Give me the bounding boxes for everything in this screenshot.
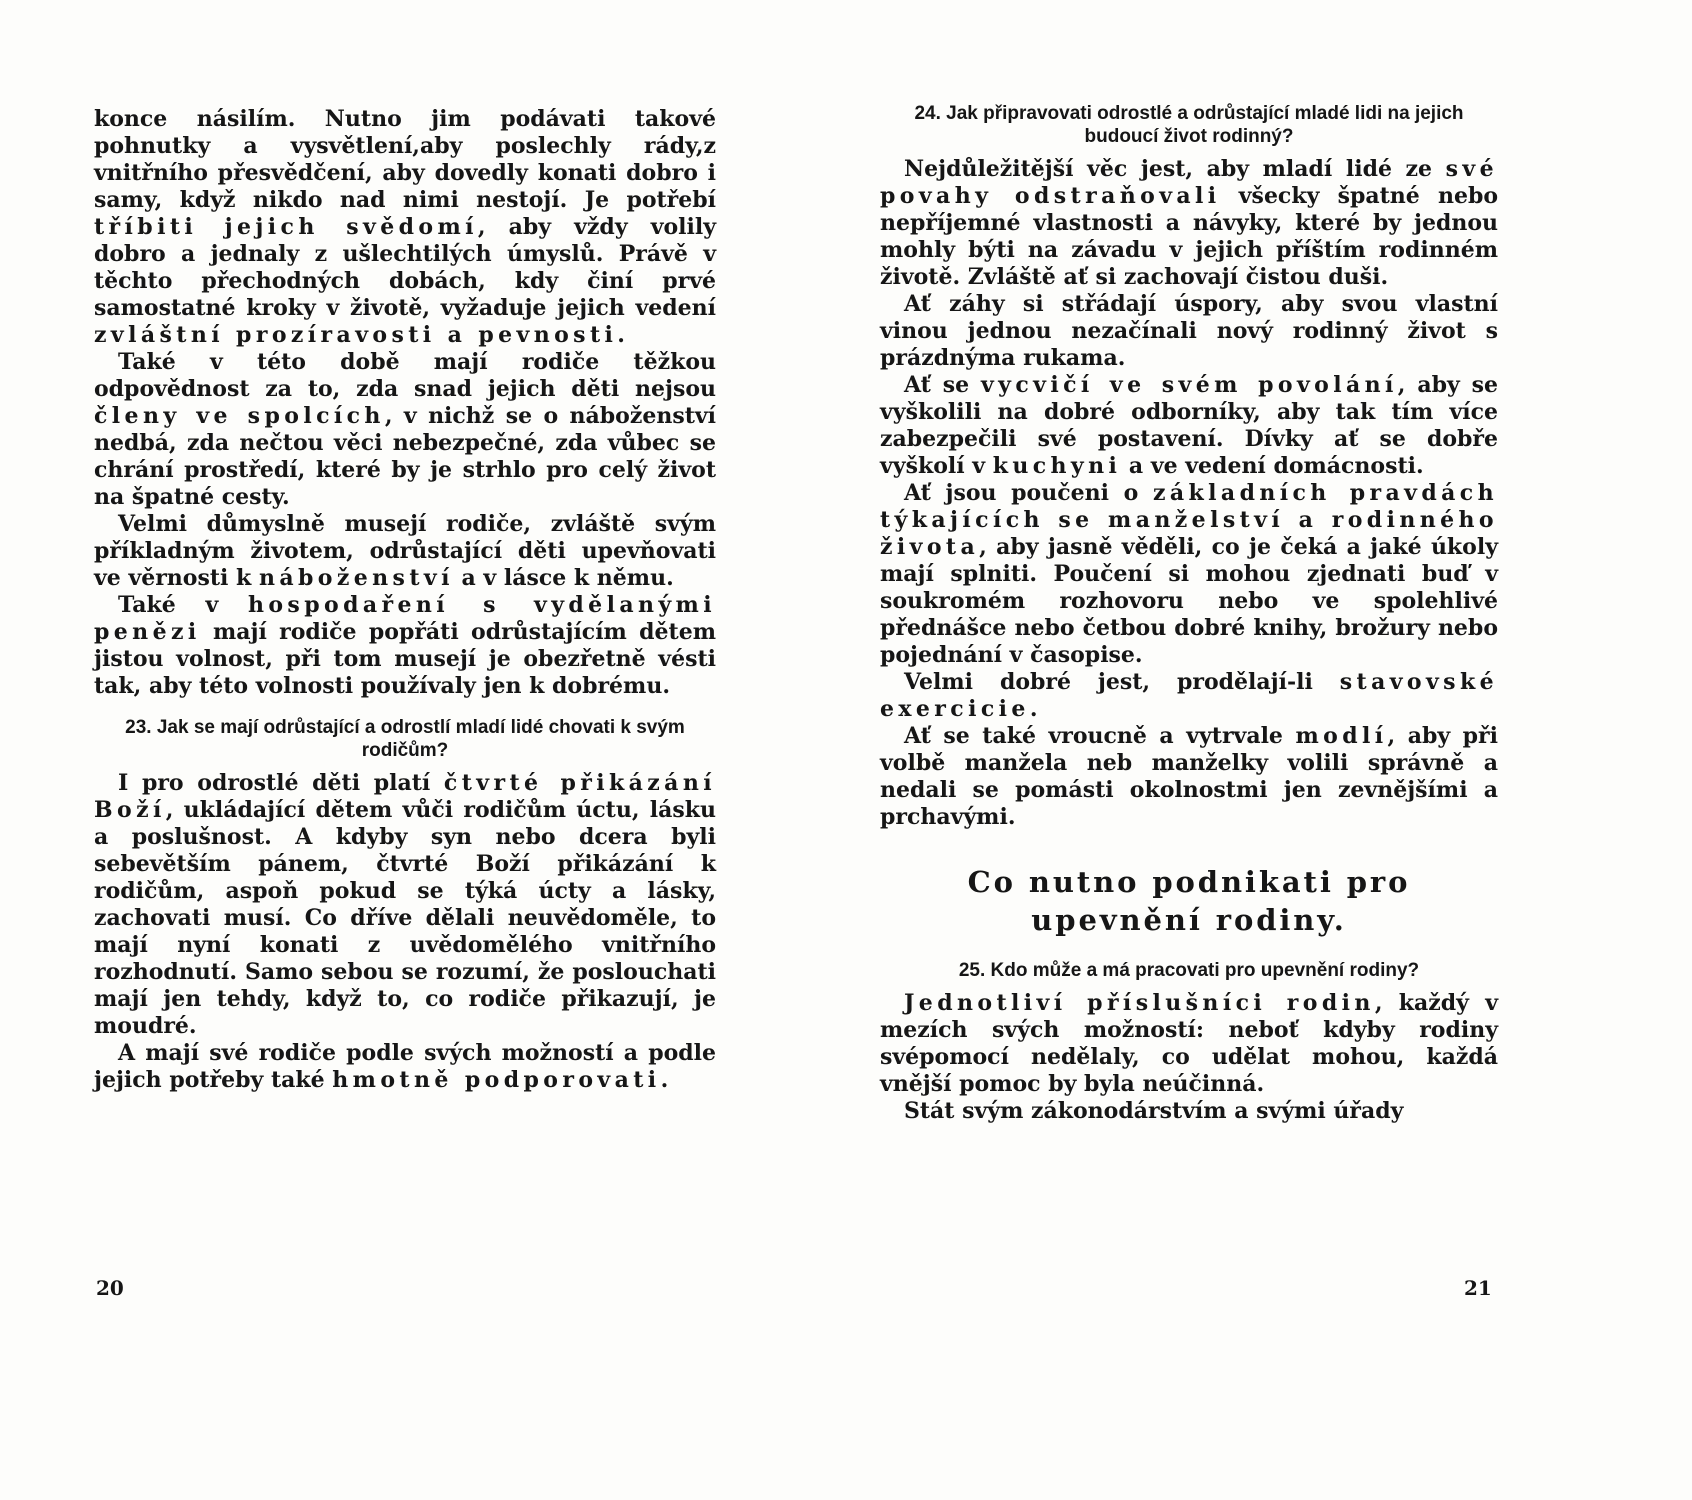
letterspaced-emphasis: hmotně podporovati — [332, 1067, 661, 1093]
letterspaced-emphasis: vycvičí ve svém povolání — [980, 372, 1398, 398]
text-run: mají rodiče popřáti odrůstajícím dětem jistou volnost, při tom musejí je obezřetně vésti tak, aby této volnosti používaly jen k dobrému. — [94, 619, 716, 699]
text-run: , aby jasně věděli, co je čeká a jaké úkoly mají splniti. Poučení si mohou zjednati buď v soukromém rozhovoru nebo ve spolehlivé přednášce nebo četbou dobré knihy, brožury nebo pojednání v časopise. — [880, 534, 1498, 668]
text-run: 25. Kdo může a má pracovati pro upevnění rodiny? — [958, 960, 1420, 981]
text-run: A mají své rodiče podle svých možností a podle jejich potřeby také — [94, 1040, 716, 1093]
text-run: I pro odrostlé děti platí — [118, 770, 444, 796]
text-run: , aby se vyškolili na dobré odborníky, aby tak tím více zabezpečili své postavení. Dívky ať se dobře vyškolí v — [880, 372, 1498, 479]
letterspaced-emphasis: zvláštní prozíravosti a pevnosti — [94, 322, 618, 348]
text-run: , aby při volbě manžela neb manželky volili správně a nedali se pomásti okolnostmi jen zevnějšími a prchavými. — [880, 723, 1498, 830]
paragraph — [880, 1098, 1498, 1125]
paragraph — [94, 106, 716, 349]
paragraph — [94, 349, 716, 511]
page-number-left: 20 — [96, 1276, 124, 1300]
text-run: Velmi důmyslně musejí rodiče, zvláště svým příkladným životem, odrůstající děti upevňovati ve věrnosti k — [94, 511, 716, 591]
paragraph — [94, 770, 716, 1040]
letterspaced-emphasis: náboženství — [258, 565, 454, 591]
text-run: a v lásce k němu. — [453, 565, 674, 591]
text-run: Co nutno podnikati pro upevnění rodiny. — [967, 865, 1411, 937]
right-page — [880, 102, 1498, 1125]
text-run: . — [1029, 696, 1038, 722]
paragraph — [880, 372, 1498, 480]
text-run: všecky špatné nebo nepříjemné vlastnosti a návyky, které by jednou mohly býti na závadu v jejich příštím rodinném životě. Zvláště ať si zachovají čistou duši. — [880, 183, 1498, 290]
text-run: Nejdůležitější věc jest, aby mladí lidé ze — [904, 156, 1446, 182]
paragraph — [94, 592, 716, 700]
letterspaced-emphasis: čtvrté přikázání Boží — [94, 770, 716, 823]
letterspaced-emphasis: kuchyni — [992, 453, 1122, 479]
text-run: a ve vedení domácnosti. — [1121, 453, 1424, 479]
question-heading — [886, 102, 1492, 148]
text-run: Ať jsou poučeni o — [904, 480, 1153, 506]
letterspaced-emphasis: stavovské exercicie — [880, 669, 1498, 722]
paragraph — [880, 990, 1498, 1098]
letterspaced-emphasis: Jednotliví příslušníci rodin — [904, 990, 1375, 1016]
letterspaced-emphasis: hospodaření s vydělanými penězi — [94, 592, 716, 645]
text-run: 24. Jak připravovati odrostlé a odrůstající mladé lidi na jejich budoucí život rodinný? — [914, 103, 1464, 147]
text-run: Ať se také vroucně a vytrvale — [904, 723, 1296, 749]
text-run: , v nichž se o náboženství nedbá, zda nečtou věci nebezpečné, zda vůbec se chrání prostředí, které by je strhlo pro celý život na špatné cesty. — [94, 403, 717, 510]
letterspaced-emphasis: tříbiti jejich svědomí — [94, 214, 478, 240]
text-run: Také v této době mají rodiče těžkou odpovědnost za to, zda snad jejich děti nejsou — [94, 349, 716, 402]
text-run: Také v — [118, 592, 248, 618]
text-run: Velmi dobré jest, prodělají-li — [904, 669, 1340, 695]
paragraph — [880, 723, 1498, 831]
paragraph — [880, 291, 1498, 372]
section-heading — [880, 863, 1498, 939]
left-page — [94, 106, 716, 1094]
paragraph — [880, 669, 1498, 723]
letterspaced-emphasis: modlí — [1295, 723, 1388, 749]
paragraph — [880, 480, 1498, 669]
text-run: , každý v mezích svých možností: neboť kdyby rodiny svépomocí nedělaly, co udělat mohou, každá vnější pomoc by byla neúčinná. — [880, 990, 1498, 1097]
text-run: Ať záhy si střádají úspory, aby svou vlastní vinou jednou nezačínali nový rodinný život s prázdnýma rukama. — [880, 291, 1498, 371]
question-heading — [886, 959, 1492, 982]
letterspaced-emphasis: základních pravdách týkajících se manželství a rodinného života — [880, 480, 1498, 560]
text-run: , aby vždy volily dobro a jednaly z ušlechtilých úmyslů. Právě v těchto přechodných dobách, kdy činí prvé samostatné kroky v životě, vyžaduje jejich vedení — [94, 214, 717, 321]
question-heading — [100, 716, 710, 762]
text-run: Ať se — [904, 372, 981, 398]
letterspaced-emphasis: členy ve spolcích — [94, 403, 385, 429]
text-run: . — [660, 1067, 669, 1093]
letterspaced-emphasis: své povahy odstraňovali — [880, 156, 1498, 209]
text-run: konce násilím. Nutno jim podávati takové pohnutky a vysvětlení,aby poslechly rády,z vnitřního přesvědčení, aby dovedly konati dobro i samy, když nikdo nad nimi nestojí. Je potřebí — [94, 106, 716, 213]
paragraph — [94, 511, 716, 592]
text-run: Stát svým zákonodárstvím a svými úřady — [904, 1098, 1404, 1124]
paragraph — [880, 156, 1498, 291]
page-number-right: 21 — [1464, 1276, 1492, 1300]
text-run: 23. Jak se mají odrůstající a odrostlí mladí lidé chovati k svým rodičům? — [125, 717, 685, 761]
text-run: , ukládající dětem vůči rodičům úctu, lásku a poslušnost. A kdyby syn nebo dcera byli sebevětším pánem, čtvrté Boží přikázání k rodičům, aspoň pokud se týká úcty a lásky, zachovati musí. Co dříve dělali neuvědoměle, to mají nyní konati z uvědomělého vnitřního rozhodnutí. Samo sebou se rozumí, že poslouchati mají jen tehdy, když to, co rodiče přikazují, je moudré. — [94, 797, 716, 1039]
paragraph — [94, 1040, 716, 1094]
text-run: . — [617, 322, 625, 348]
